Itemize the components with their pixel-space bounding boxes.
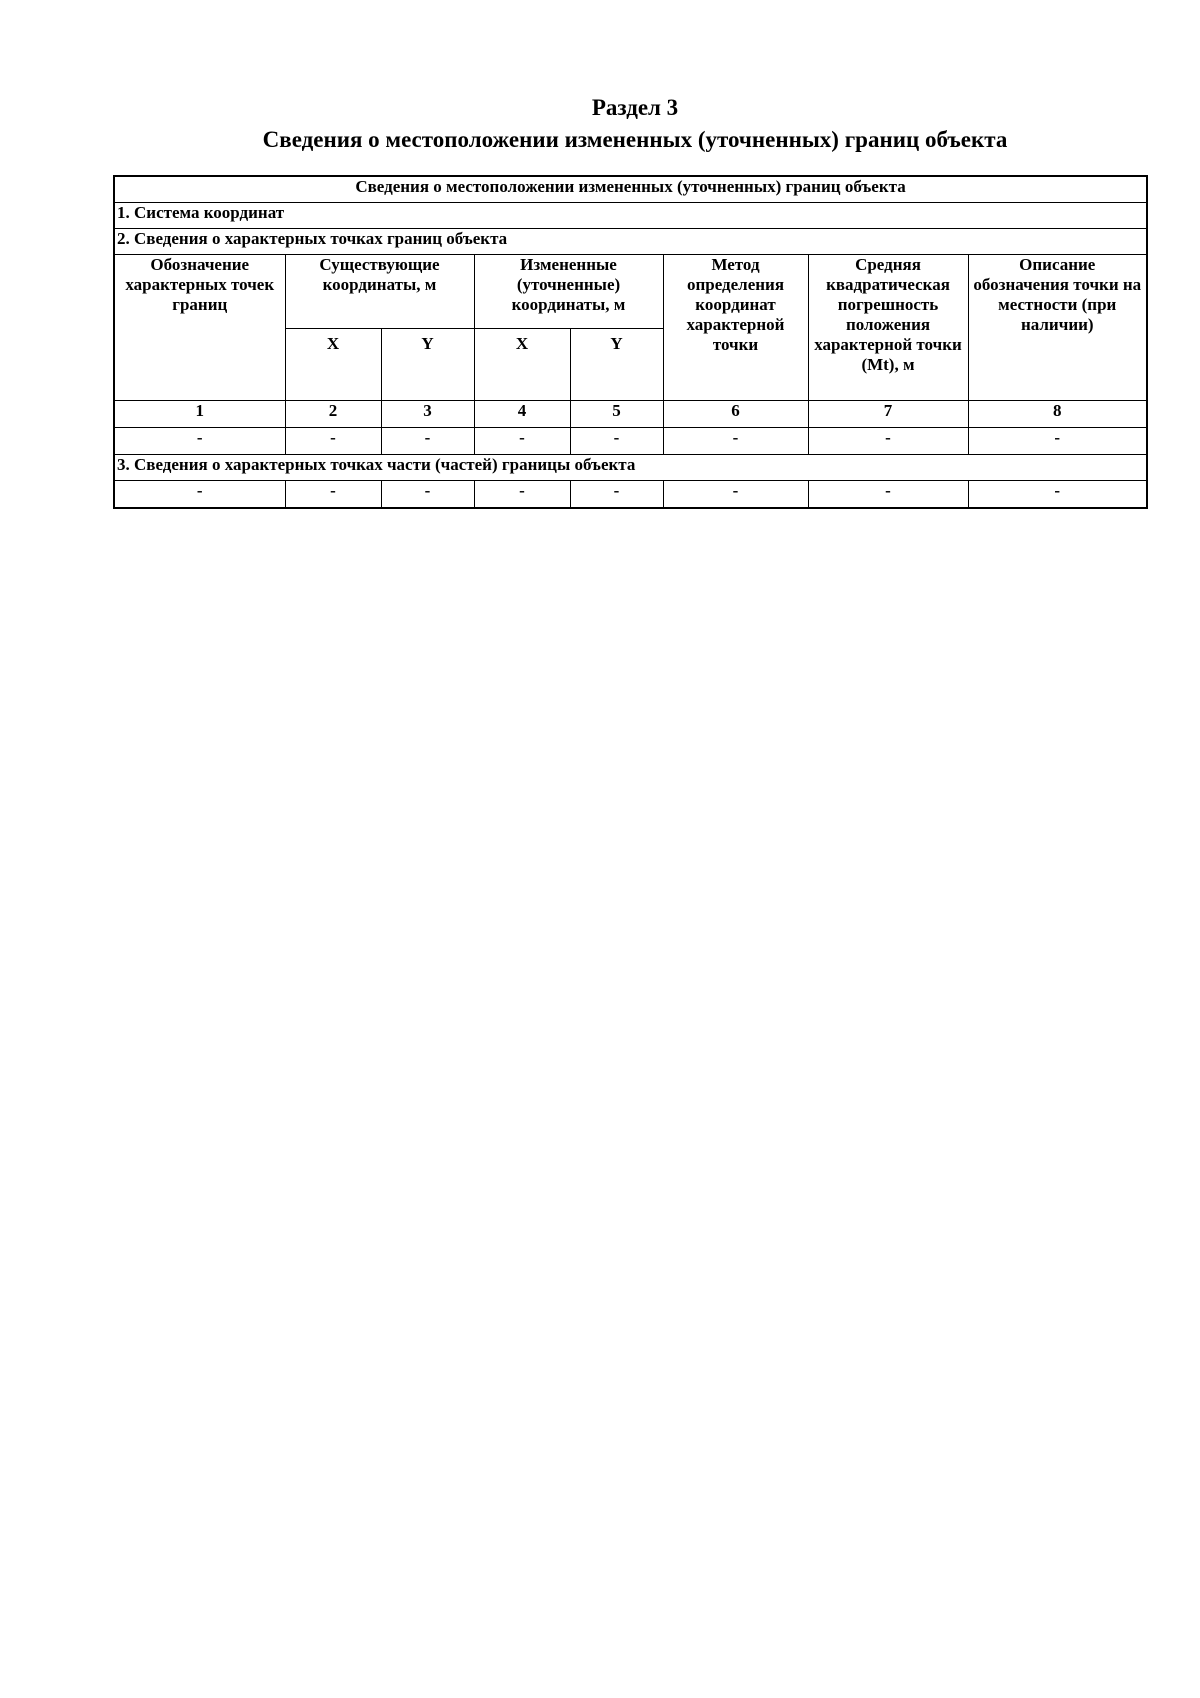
column-numbers-row	[114, 401, 1147, 428]
points-section-row	[114, 229, 1147, 255]
table-cell: -	[285, 481, 381, 509]
column-number: 7	[808, 401, 968, 428]
coordinate-system-row	[114, 203, 1147, 229]
header-changed-coordinates: Измененные (уточненные) координаты, м	[474, 255, 663, 329]
page-heading	[0, 92, 1200, 156]
table-cell: -	[570, 428, 663, 455]
column-number: 6	[663, 401, 808, 428]
header-mean-error: Средняя квадратическая погрешность положения характерной точки (Mt), м	[808, 255, 968, 401]
table-cell: -	[381, 481, 474, 509]
column-number: 1	[114, 401, 285, 428]
table-cell: -	[968, 428, 1147, 455]
header-existing-y: Y	[381, 329, 474, 401]
column-number: 4	[474, 401, 570, 428]
table-cell: -	[808, 481, 968, 509]
table-cell: -	[474, 481, 570, 509]
table-caption-row	[114, 176, 1147, 203]
header-method: Метод определения координат характерной точки	[663, 255, 808, 401]
table-cell: -	[570, 481, 663, 509]
section-title: Сведения о местоположении измененных (уточненных) границ объекта	[262, 127, 1008, 152]
table-cell: -	[474, 428, 570, 455]
parts-section-label: 3. Сведения о характерных точках части (частей) границы объекта	[114, 455, 1147, 481]
boundary-table	[113, 175, 1148, 509]
table-cell: -	[663, 481, 808, 509]
table-caption: Сведения о местоположении измененных (уточненных) границ объекта	[114, 176, 1147, 203]
parts-section-row	[114, 455, 1147, 481]
table-cell: -	[808, 428, 968, 455]
column-number: 2	[285, 401, 381, 428]
column-number: 3	[381, 401, 474, 428]
column-number: 5	[570, 401, 663, 428]
header-existing-coordinates: Существующие координаты, м	[285, 255, 474, 329]
table-cell: -	[285, 428, 381, 455]
header-row-top	[114, 255, 1147, 329]
header-changed-x: X	[474, 329, 570, 401]
table-cell: -	[114, 481, 285, 509]
parts-data-row	[114, 481, 1147, 509]
column-number: 8	[968, 401, 1147, 428]
header-point-designation: Обозначение характерных точек границ	[114, 255, 285, 401]
coordinate-system-label: 1. Система координат	[114, 203, 1147, 229]
table-cell: -	[968, 481, 1147, 509]
table-cell: -	[663, 428, 808, 455]
header-existing-x: X	[285, 329, 381, 401]
header-point-description: Описание обозначения точки на местности (при наличии)	[968, 255, 1147, 401]
table-cell: -	[381, 428, 474, 455]
points-data-row	[114, 428, 1147, 455]
points-section-label: 2. Сведения о характерных точках границ объекта	[114, 229, 1147, 255]
section-label: Раздел 3	[591, 95, 679, 120]
table-cell: -	[114, 428, 285, 455]
header-changed-y: Y	[570, 329, 663, 401]
